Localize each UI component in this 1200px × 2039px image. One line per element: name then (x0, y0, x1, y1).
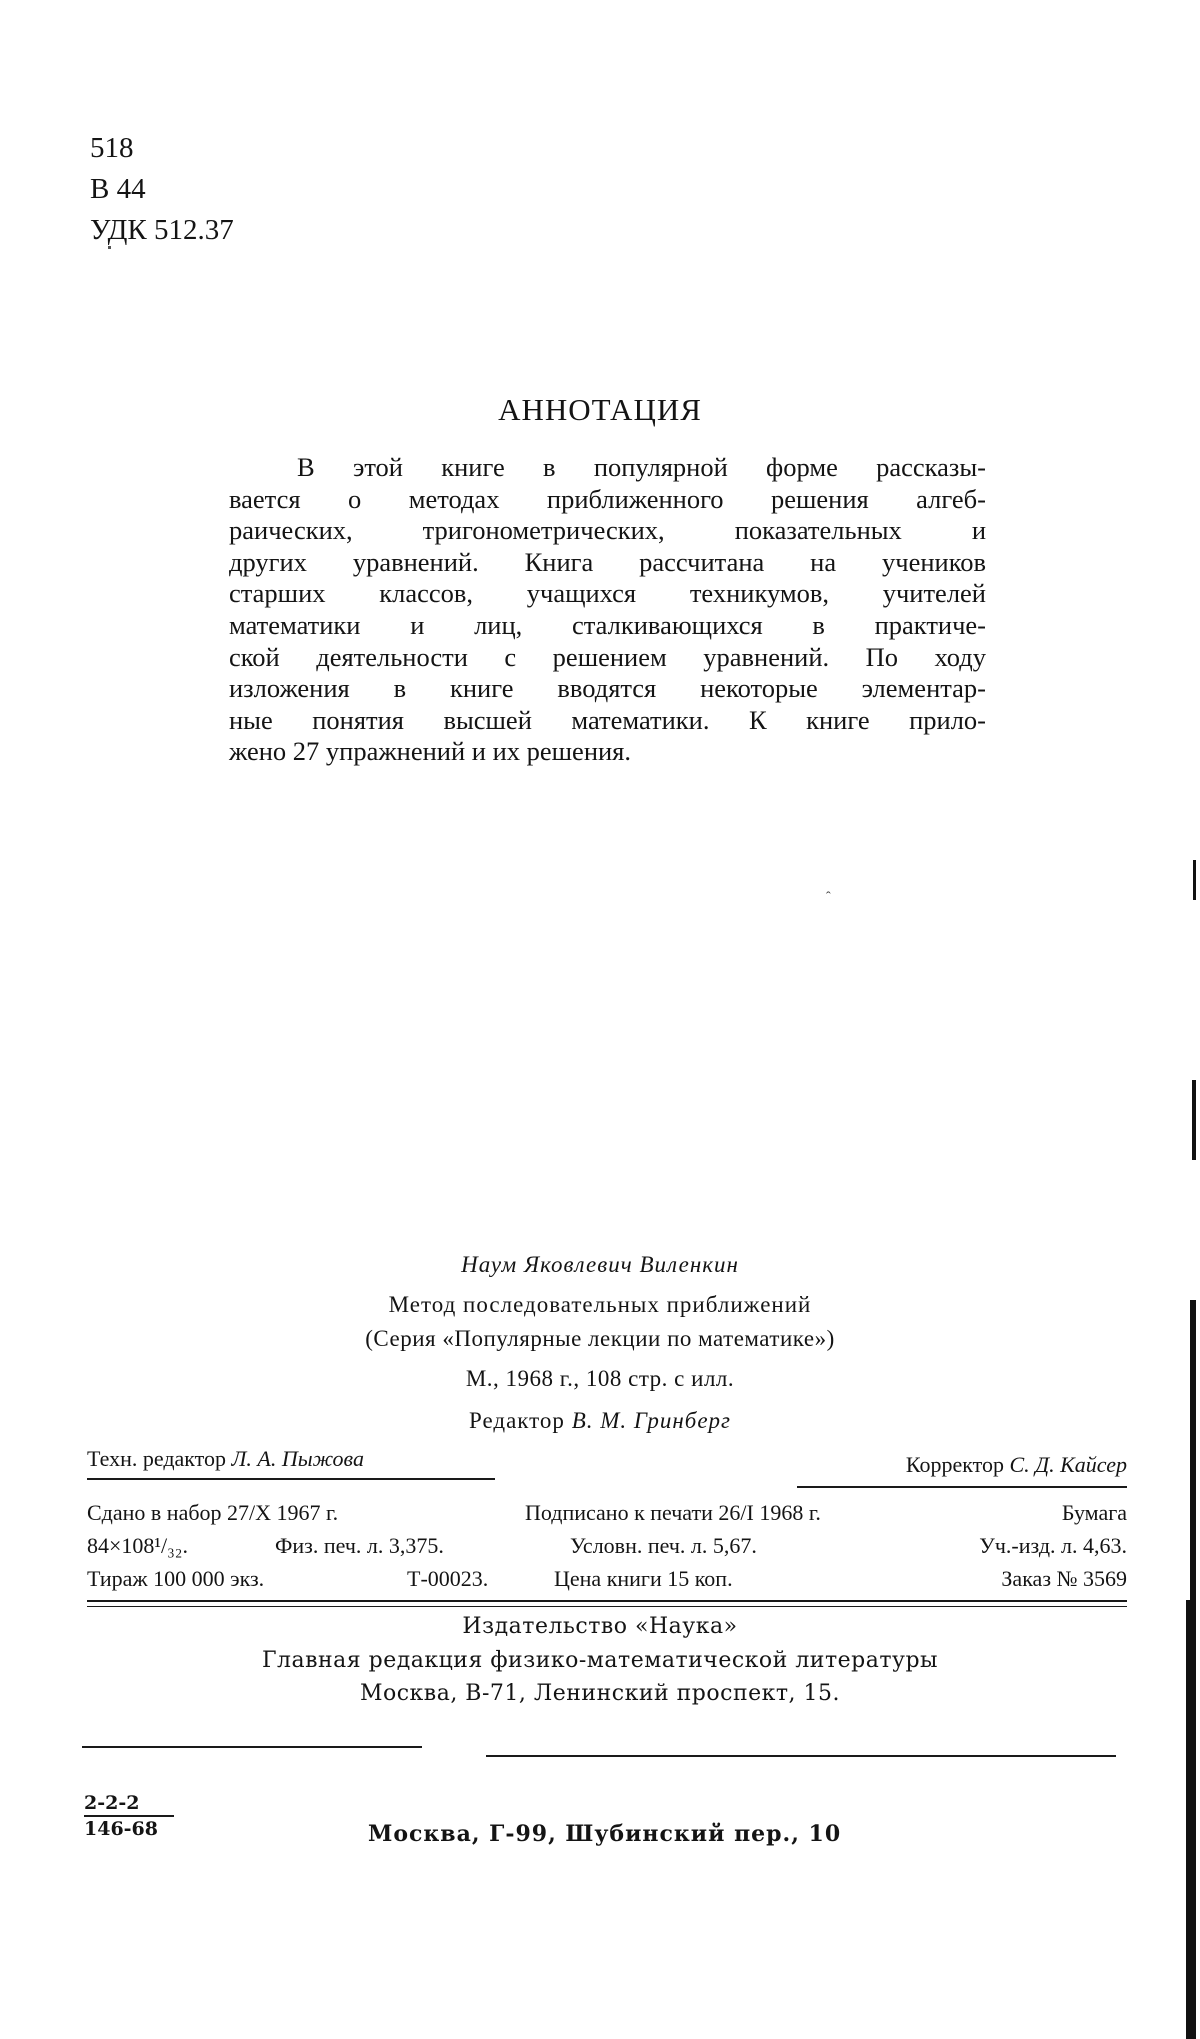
annotation-line: жено 27 упражнений и их решения. (229, 736, 631, 767)
proofreader-label: Корректор (905, 1452, 1004, 1477)
tech-editor-label: Техн. редактор (87, 1446, 227, 1471)
print-speck: ˆ (826, 890, 831, 905)
bbk-code: 518 (90, 132, 134, 164)
order-number: Заказ № 3569 (1001, 1566, 1127, 1591)
publisher-division: Главная редакция физико-математической литературы (261, 1648, 939, 1673)
annotation-line: математики и лиц, сталкивающихся в практиче- (229, 609, 986, 640)
print-row-3 (87, 1566, 1127, 1596)
publishing-sheets: Уч.-изд. л. 4,63. (979, 1533, 1127, 1558)
rule-left (82, 1746, 422, 1748)
rule-right (486, 1755, 1116, 1757)
annotation-line: В этой книге в популярной форме рассказы- (297, 452, 986, 482)
author-name: Наум Яковлевич Виленкин (461, 1252, 739, 1277)
author-mark: В 44 (90, 173, 146, 205)
scan-edge-shadow (1186, 1600, 1196, 2039)
rule-under-proofreader (797, 1486, 1127, 1488)
publisher-name: Издательство «Наука» (462, 1614, 738, 1639)
udk-code: УДК 512.37 (90, 214, 234, 246)
print-run: Тираж 100 000 экз. (87, 1566, 265, 1591)
annotation-text (229, 452, 986, 768)
tech-editor (87, 1446, 364, 1472)
code-numerator: 2-2-2 (84, 1792, 140, 1814)
classification-block (90, 128, 234, 251)
book-price: Цена книги 15 коп. (554, 1566, 733, 1591)
annotation-line: других уравнений. Книга рассчитана на учеников (229, 546, 986, 577)
print-row-1 (87, 1500, 1127, 1530)
editor-line (0, 1408, 1200, 1434)
staff-row (87, 1446, 1127, 1476)
code-fraction-bar (84, 1815, 174, 1817)
book-title: Метод последовательных приближений (388, 1292, 812, 1317)
paper-format: 84×108¹/₃₂. (87, 1533, 188, 1558)
paper-label: Бумага (1061, 1500, 1127, 1525)
publisher-address: Москва, В-71, Ленинский проспект, 15. (359, 1681, 841, 1706)
annotation-line: ской деятельности с решением уравнений. По ходу (229, 641, 986, 672)
scan-edge-mark (1192, 1080, 1196, 1160)
scan-edge-mark (1193, 860, 1196, 900)
print-row-2 (87, 1533, 1127, 1563)
annotation-line: раических, тригонометрических, показательных и (229, 515, 986, 546)
t-number: Т-00023. (407, 1566, 489, 1591)
tech-editor-name: Л. А. Пыжова (231, 1446, 364, 1471)
rule-under-tech-editor (87, 1478, 495, 1480)
code-denominator: 146-68 (84, 1818, 158, 1840)
annotation-line: старших классов, учащихся техникумов, учителей (229, 578, 986, 609)
typesetting-date: Сдано в набор 27/X 1967 г. (87, 1500, 339, 1525)
signed-to-print: Подписано к печати 26/I 1968 г. (525, 1500, 821, 1525)
publication-info: М., 1968 г., 108 стр. с илл. (465, 1366, 735, 1391)
rule-under-print-data-thin (87, 1606, 1127, 1607)
print-dot (108, 246, 111, 249)
editor-label: Редактор (469, 1408, 565, 1433)
rule-under-print-data (87, 1600, 1127, 1602)
editor-name: В. М. Гринберг (571, 1408, 731, 1433)
series-name: (Серия «Популярные лекции по математике») (365, 1326, 835, 1351)
annotation-line: ные понятия высшей математики. К книге прило- (229, 704, 986, 735)
conventional-sheets: Условн. печ. л. 5,67. (570, 1533, 757, 1558)
proofreader-name: С. Д. Кайсер (1009, 1452, 1127, 1477)
proofreader (906, 1452, 1127, 1478)
annotation-line: вается о методах приближенного решения алгеб- (229, 483, 986, 514)
annotation-heading: АННОТАЦИЯ (498, 392, 702, 427)
printer-address: Москва, Г-99, Шубинский пер., 10 (368, 1821, 842, 1847)
physical-sheets: Физ. печ. л. 3,375. (275, 1533, 444, 1558)
annotation-line: изложения в книге вводятся некоторые элементар- (229, 673, 986, 704)
